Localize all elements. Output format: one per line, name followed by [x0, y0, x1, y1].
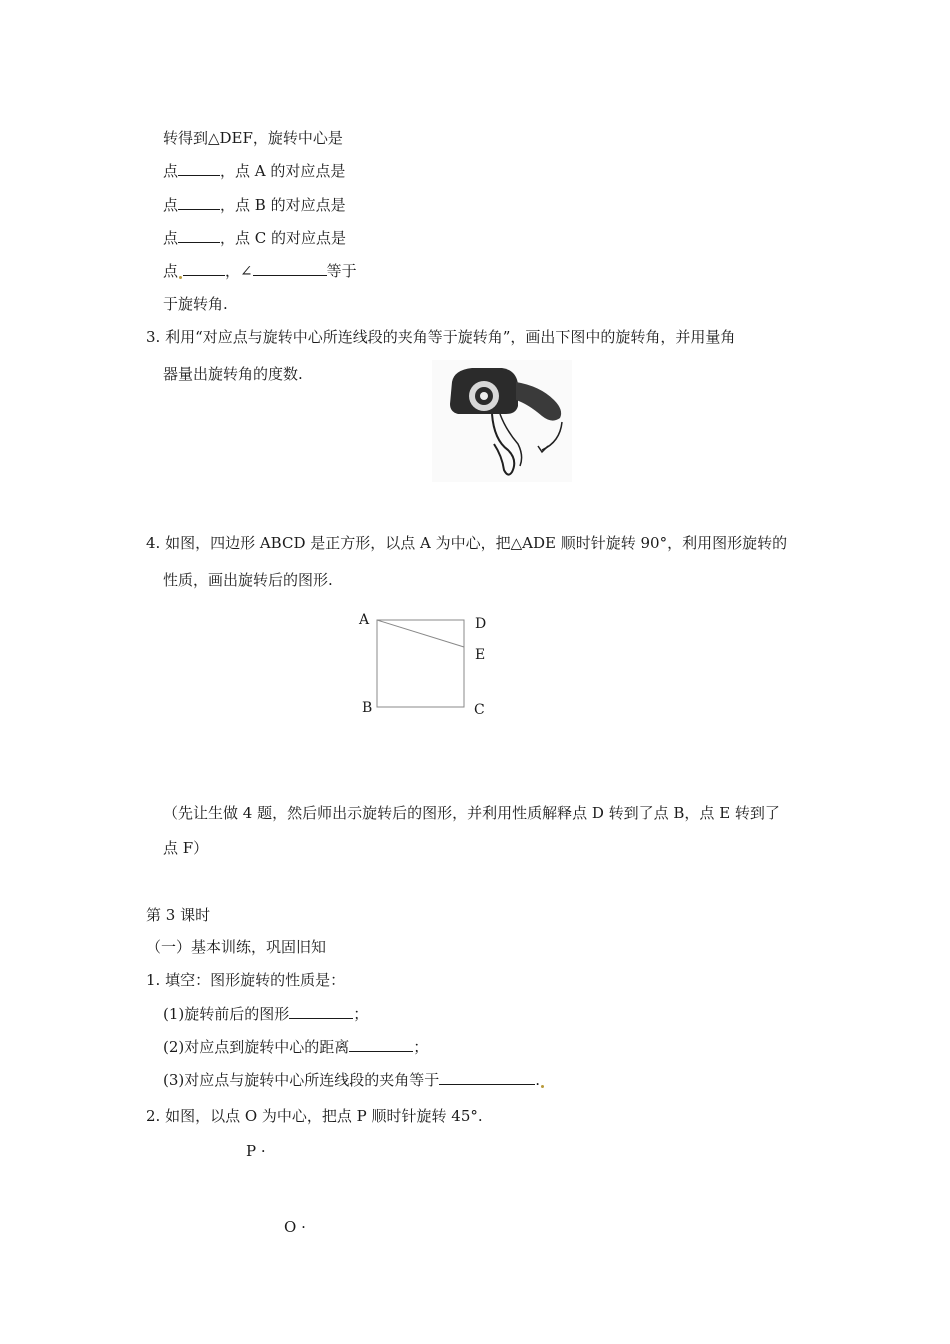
q3-line-2: 器量出旋转角的度数.: [163, 365, 303, 383]
point-o: O ·: [284, 1218, 306, 1236]
lesson-3-q1-a: (1)旋转前后的图形 ；: [163, 1005, 369, 1023]
q2-line-6: 于旋转角.: [163, 295, 228, 313]
lesson-3-title: 第 3 课时: [146, 906, 211, 924]
lesson-3-q2: 2. 如图，以点 O 为中心，把点 P 顺时针旋转 45°.: [146, 1107, 483, 1125]
answer-blank[interactable]: [439, 1070, 535, 1085]
answer-blank[interactable]: [178, 161, 220, 176]
label-b: B: [362, 700, 373, 716]
answer-blank[interactable]: [349, 1037, 413, 1052]
lesson-3-q1-b: (2)对应点到旋转中心的距离 ；: [163, 1038, 429, 1056]
label-c: C: [474, 702, 485, 718]
camera-hand-illustration: [432, 360, 572, 482]
q2-line-3: 点 ，点 B 的对应点是: [163, 196, 346, 214]
lesson-3-q1-intro: 1. 填空：图形旋转的性质是：: [146, 971, 346, 989]
lesson-3-part-1: （一）基本训练，巩固旧知: [146, 938, 327, 956]
q2-line-1: 转得到△DEF，旋转中心是: [163, 129, 343, 147]
teacher-note-line-1: （先让生做 4 题，然后师出示旋转后的图形，并利用性质解释点 D 转到了点 B，点 E 转到了: [163, 804, 780, 822]
point-p: P ·: [246, 1142, 266, 1160]
q4-line-1: 4. 如图，四边形 ABCD 是正方形，以点 A 为中心，把△ADE 顺时针旋转 90°，利用图形旋转的: [146, 534, 788, 552]
teacher-note-line-2: 点 F）: [163, 839, 209, 857]
q3-line-1: 3. 利用“对应点与旋转中心所连线段的夹角等于旋转角”，画出下图中的旋转角，并用量角: [146, 328, 736, 346]
lesson-3-q1-c: (3)对应点与旋转中心所连线段的夹角等于 .: [163, 1070, 545, 1090]
q4-line-2: 性质，画出旋转后的图形.: [163, 571, 333, 589]
answer-blank[interactable]: [178, 195, 220, 210]
answer-blank[interactable]: [183, 261, 225, 276]
q2-line-4: 点 ，点 C 的对应点是: [163, 229, 347, 247]
q2-line-5: 点 ，∠ 等于: [163, 262, 357, 280]
answer-blank[interactable]: [178, 228, 220, 243]
answer-blank[interactable]: [253, 261, 327, 276]
label-e: E: [475, 647, 486, 663]
answer-blank[interactable]: [289, 1004, 353, 1019]
q2-line-2: 点 ，点 A 的对应点是: [163, 162, 346, 180]
label-a: A: [359, 612, 370, 628]
square-abcd-figure: [376, 619, 466, 709]
label-d: D: [475, 616, 487, 632]
